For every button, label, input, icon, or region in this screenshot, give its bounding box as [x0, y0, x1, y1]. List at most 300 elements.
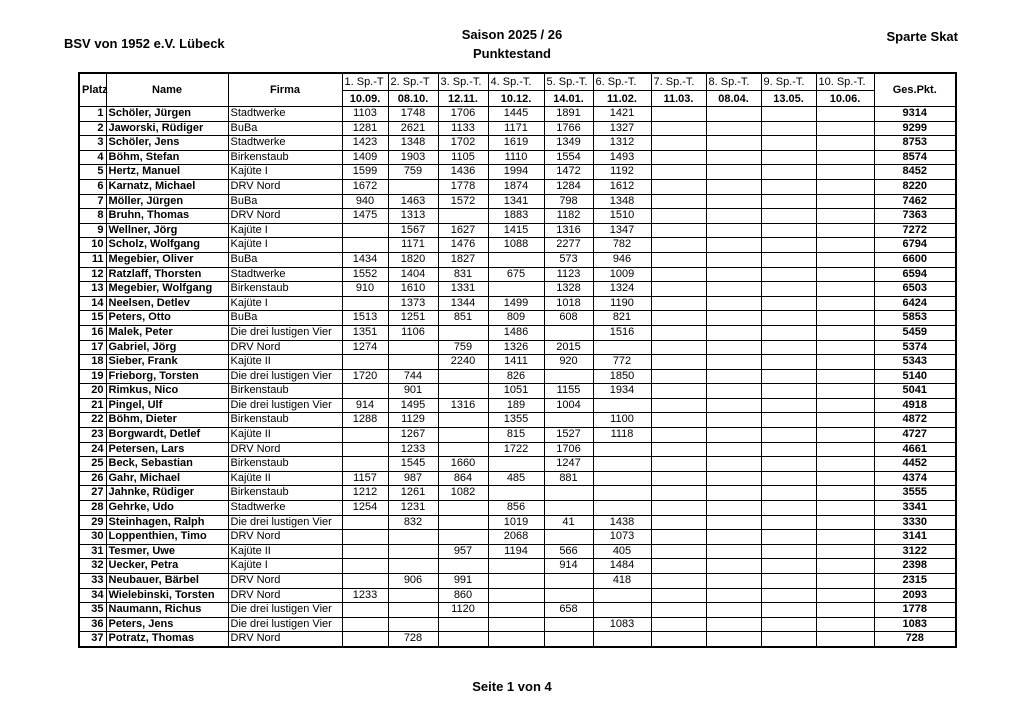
score-cell-round-7 [651, 588, 706, 603]
score-cell-round-5: 566 [544, 544, 593, 559]
rank-cell: 16 [79, 325, 106, 340]
score-cell-round-3 [438, 413, 488, 428]
player-name-cell: Schöler, Jürgen [106, 107, 228, 122]
score-cell-round-8 [706, 617, 761, 632]
score-cell-round-10 [816, 136, 874, 151]
firma-cell: Birkenstaub [228, 150, 342, 165]
score-cell-round-10 [816, 530, 874, 545]
score-cell-round-7 [651, 282, 706, 297]
score-cell-round-7 [651, 632, 706, 647]
firma-cell: DRV Nord [228, 209, 342, 224]
score-cell-round-8 [706, 544, 761, 559]
score-cell-round-4: 1411 [488, 355, 544, 370]
player-name-cell: Gabriel, Jörg [106, 340, 228, 355]
score-cell-round-9 [761, 121, 816, 136]
page-footer: Seite 1 von 4 [472, 679, 552, 694]
score-cell-round-4: 1486 [488, 325, 544, 340]
score-cell-round-10 [816, 428, 874, 443]
score-cell-round-9 [761, 559, 816, 574]
player-name-cell: Pingel, Ulf [106, 398, 228, 413]
score-cell-round-1: 1720 [342, 369, 388, 384]
score-cell-round-10 [816, 442, 874, 457]
col-header-date-10: 10.06. [816, 91, 874, 107]
player-name-cell: Karnatz, Michael [106, 179, 228, 194]
score-cell-round-1: 1103 [342, 107, 388, 122]
score-cell-round-8 [706, 384, 761, 399]
player-name-cell: Jaworski, Rüdiger [106, 121, 228, 136]
col-header-date-1: 10.09. [342, 91, 388, 107]
document-title [0, 25, 1024, 63]
score-cell-round-3: 1627 [438, 223, 488, 238]
score-cell-round-5 [544, 588, 593, 603]
score-cell-round-4: 1110 [488, 150, 544, 165]
score-cell-round-9 [761, 194, 816, 209]
table-row [79, 223, 956, 238]
score-cell-round-9 [761, 209, 816, 224]
score-cell-round-10 [816, 413, 874, 428]
score-cell-round-9 [761, 136, 816, 151]
rank-cell: 27 [79, 486, 106, 501]
score-cell-round-6: 1484 [593, 559, 651, 574]
rank-cell: 3 [79, 136, 106, 151]
score-cell-round-10 [816, 355, 874, 370]
score-cell-round-5: 1554 [544, 150, 593, 165]
score-cell-round-6 [593, 442, 651, 457]
total-points-cell: 5853 [874, 311, 956, 326]
player-name-cell: Wielebinski, Torsten [106, 588, 228, 603]
score-cell-round-5: 1766 [544, 121, 593, 136]
score-cell-round-3 [438, 369, 488, 384]
rank-cell: 31 [79, 544, 106, 559]
score-cell-round-7 [651, 457, 706, 472]
score-cell-round-10 [816, 179, 874, 194]
table-row [79, 530, 956, 545]
score-cell-round-9 [761, 457, 816, 472]
table-row [79, 471, 956, 486]
score-cell-round-4 [488, 588, 544, 603]
score-cell-round-1 [342, 384, 388, 399]
score-cell-round-8 [706, 471, 761, 486]
score-cell-round-10 [816, 165, 874, 180]
col-header-date-7: 11.03. [651, 91, 706, 107]
firma-cell: Stadtwerke [228, 267, 342, 282]
score-cell-round-8 [706, 107, 761, 122]
score-cell-round-2: 1171 [388, 238, 438, 253]
score-cell-round-3 [438, 559, 488, 574]
firma-cell: Birkenstaub [228, 282, 342, 297]
score-cell-round-4 [488, 252, 544, 267]
table-row [79, 384, 956, 399]
score-cell-round-1: 914 [342, 398, 388, 413]
player-name-cell: Hertz, Manuel [106, 165, 228, 180]
score-cell-round-3: 1660 [438, 457, 488, 472]
total-points-cell: 4452 [874, 457, 956, 472]
score-cell-round-2: 1373 [388, 296, 438, 311]
table-row [79, 179, 956, 194]
score-cell-round-2 [388, 544, 438, 559]
table-row [79, 632, 956, 647]
score-cell-round-5 [544, 530, 593, 545]
score-cell-round-6: 1327 [593, 121, 651, 136]
score-cell-round-2: 906 [388, 574, 438, 589]
player-name-cell: Megebier, Oliver [106, 252, 228, 267]
score-cell-round-2: 1463 [388, 194, 438, 209]
score-cell-round-6: 1347 [593, 223, 651, 238]
score-cell-round-6 [593, 398, 651, 413]
score-cell-round-9 [761, 296, 816, 311]
rank-cell: 32 [79, 559, 106, 574]
score-cell-round-3 [438, 617, 488, 632]
score-cell-round-7 [651, 252, 706, 267]
score-cell-round-5: 1182 [544, 209, 593, 224]
score-cell-round-8 [706, 165, 761, 180]
score-cell-round-3: 1316 [438, 398, 488, 413]
score-cell-round-5: 914 [544, 559, 593, 574]
firma-cell: DRV Nord [228, 530, 342, 545]
table-row [79, 165, 956, 180]
subtitle: Punktestand [472, 46, 551, 61]
score-cell-round-3 [438, 530, 488, 545]
rank-cell: 8 [79, 209, 106, 224]
score-cell-round-1: 1672 [342, 179, 388, 194]
score-cell-round-9 [761, 355, 816, 370]
score-cell-round-3 [438, 209, 488, 224]
score-cell-round-1 [342, 442, 388, 457]
score-cell-round-10 [816, 296, 874, 311]
score-cell-round-6: 1118 [593, 428, 651, 443]
table-row [79, 209, 956, 224]
score-cell-round-6 [593, 588, 651, 603]
firma-cell: Birkenstaub [228, 457, 342, 472]
score-cell-round-3: 851 [438, 311, 488, 326]
table-row [79, 515, 956, 530]
score-cell-round-7 [651, 194, 706, 209]
firma-cell: BuBa [228, 311, 342, 326]
player-name-cell: Petersen, Lars [106, 442, 228, 457]
rank-cell: 22 [79, 413, 106, 428]
total-points-cell: 8452 [874, 165, 956, 180]
rank-cell: 13 [79, 282, 106, 297]
score-cell-round-9 [761, 311, 816, 326]
table-row [79, 136, 956, 151]
total-points-cell: 3330 [874, 515, 956, 530]
score-cell-round-3: 759 [438, 340, 488, 355]
table-row [79, 398, 956, 413]
player-name-cell: Scholz, Wolfgang [106, 238, 228, 253]
col-header-platz: Platz [79, 73, 106, 107]
score-cell-round-8 [706, 515, 761, 530]
score-cell-round-6 [593, 340, 651, 355]
score-cell-round-2: 832 [388, 515, 438, 530]
rank-cell: 5 [79, 165, 106, 180]
score-cell-round-9 [761, 165, 816, 180]
player-name-cell: Ratzlaff, Thorsten [106, 267, 228, 282]
score-cell-round-4: 815 [488, 428, 544, 443]
col-header-date-2: 08.10. [388, 91, 438, 107]
score-cell-round-4: 1194 [488, 544, 544, 559]
score-cell-round-2: 1404 [388, 267, 438, 282]
player-name-cell: Steinhagen, Ralph [106, 515, 228, 530]
total-points-cell: 5041 [874, 384, 956, 399]
score-cell-round-7 [651, 165, 706, 180]
player-name-cell: Peters, Otto [106, 311, 228, 326]
score-cell-round-10 [816, 209, 874, 224]
firma-cell: Birkenstaub [228, 486, 342, 501]
table-row [79, 617, 956, 632]
score-cell-round-2: 1903 [388, 150, 438, 165]
score-cell-round-6: 1612 [593, 179, 651, 194]
score-cell-round-1: 1423 [342, 136, 388, 151]
score-cell-round-2 [388, 559, 438, 574]
score-cell-round-1: 1513 [342, 311, 388, 326]
rank-cell: 10 [79, 238, 106, 253]
rank-cell: 15 [79, 311, 106, 326]
score-cell-round-5: 1349 [544, 136, 593, 151]
score-cell-round-5: 1328 [544, 282, 593, 297]
player-name-cell: Malek, Peter [106, 325, 228, 340]
points-table [78, 72, 957, 648]
score-cell-round-10 [816, 194, 874, 209]
rank-cell: 4 [79, 150, 106, 165]
score-cell-round-4: 485 [488, 471, 544, 486]
score-cell-round-10 [816, 121, 874, 136]
score-cell-round-6: 946 [593, 252, 651, 267]
score-cell-round-2: 1820 [388, 252, 438, 267]
score-cell-round-5: 1891 [544, 107, 593, 122]
score-cell-round-4: 1051 [488, 384, 544, 399]
score-cell-round-5: 658 [544, 603, 593, 618]
score-cell-round-4: 1994 [488, 165, 544, 180]
score-cell-round-2: 1129 [388, 413, 438, 428]
score-cell-round-2 [388, 179, 438, 194]
score-cell-round-10 [816, 325, 874, 340]
score-cell-round-10 [816, 252, 874, 267]
score-cell-round-7 [651, 238, 706, 253]
score-cell-round-10 [816, 340, 874, 355]
score-cell-round-5 [544, 369, 593, 384]
score-cell-round-8 [706, 340, 761, 355]
col-header-date-3: 12.11. [438, 91, 488, 107]
score-cell-round-7 [651, 617, 706, 632]
score-cell-round-6 [593, 501, 651, 516]
total-points-cell: 3341 [874, 501, 956, 516]
score-cell-round-6: 1190 [593, 296, 651, 311]
table-row [79, 311, 956, 326]
score-cell-round-5 [544, 617, 593, 632]
score-cell-round-4: 1415 [488, 223, 544, 238]
score-cell-round-6 [593, 457, 651, 472]
score-cell-round-1 [342, 632, 388, 647]
total-points-cell: 6794 [874, 238, 956, 253]
score-cell-round-5 [544, 325, 593, 340]
total-points-cell: 5459 [874, 325, 956, 340]
score-cell-round-9 [761, 252, 816, 267]
player-name-cell: Megebier, Wolfgang [106, 282, 228, 297]
score-cell-round-7 [651, 559, 706, 574]
total-points-cell: 5374 [874, 340, 956, 355]
score-cell-round-2 [388, 603, 438, 618]
total-points-cell: 7272 [874, 223, 956, 238]
score-cell-round-7 [651, 530, 706, 545]
firma-cell: Die drei lustigen Vier [228, 325, 342, 340]
score-cell-round-2 [388, 588, 438, 603]
score-cell-round-10 [816, 384, 874, 399]
score-cell-round-9 [761, 544, 816, 559]
score-cell-round-2 [388, 355, 438, 370]
score-cell-round-1 [342, 238, 388, 253]
score-cell-round-4 [488, 457, 544, 472]
score-cell-round-2: 1610 [388, 282, 438, 297]
score-cell-round-4: 1088 [488, 238, 544, 253]
score-cell-round-9 [761, 471, 816, 486]
score-cell-round-8 [706, 501, 761, 516]
col-header-round-2: 2. Sp.-T [388, 73, 438, 91]
score-cell-round-2: 1495 [388, 398, 438, 413]
score-cell-round-8 [706, 311, 761, 326]
rank-cell: 23 [79, 428, 106, 443]
score-cell-round-9 [761, 238, 816, 253]
rank-cell: 35 [79, 603, 106, 618]
score-cell-round-1 [342, 574, 388, 589]
score-cell-round-2: 1348 [388, 136, 438, 151]
score-cell-round-7 [651, 267, 706, 282]
player-name-cell: Wellner, Jörg [106, 223, 228, 238]
rank-cell: 29 [79, 515, 106, 530]
player-name-cell: Neubauer, Bärbel [106, 574, 228, 589]
score-cell-round-6: 772 [593, 355, 651, 370]
score-cell-round-1: 1351 [342, 325, 388, 340]
score-cell-round-10 [816, 603, 874, 618]
score-cell-round-10 [816, 282, 874, 297]
firma-cell: Birkenstaub [228, 384, 342, 399]
col-header-date-5: 14.01. [544, 91, 593, 107]
table-row [79, 340, 956, 355]
score-cell-round-4: 1619 [488, 136, 544, 151]
table-row [79, 282, 956, 297]
score-cell-round-4: 1883 [488, 209, 544, 224]
score-cell-round-10 [816, 617, 874, 632]
score-cell-round-7 [651, 107, 706, 122]
score-cell-round-7 [651, 428, 706, 443]
score-cell-round-2: 1261 [388, 486, 438, 501]
firma-cell: DRV Nord [228, 340, 342, 355]
score-cell-round-10 [816, 544, 874, 559]
score-cell-round-10 [816, 588, 874, 603]
score-cell-round-5 [544, 486, 593, 501]
firma-cell: DRV Nord [228, 588, 342, 603]
total-points-cell: 8574 [874, 150, 956, 165]
score-cell-round-5: 881 [544, 471, 593, 486]
score-cell-round-9 [761, 486, 816, 501]
score-cell-round-6: 1510 [593, 209, 651, 224]
score-cell-round-7 [651, 486, 706, 501]
score-cell-round-3: 860 [438, 588, 488, 603]
score-cell-round-9 [761, 501, 816, 516]
score-cell-round-5 [544, 632, 593, 647]
score-cell-round-8 [706, 398, 761, 413]
score-cell-round-4: 2068 [488, 530, 544, 545]
score-cell-round-5: 798 [544, 194, 593, 209]
firma-cell: Stadtwerke [228, 501, 342, 516]
score-cell-round-4: 856 [488, 501, 544, 516]
score-cell-round-3: 1344 [438, 296, 488, 311]
rank-cell: 34 [79, 588, 106, 603]
firma-cell: Kajüte II [228, 428, 342, 443]
score-cell-round-3: 1082 [438, 486, 488, 501]
score-cell-round-6: 1850 [593, 369, 651, 384]
score-cell-round-4 [488, 617, 544, 632]
score-cell-round-8 [706, 194, 761, 209]
col-header-round-3: 3. Sp.-T. [438, 73, 488, 91]
score-cell-round-6 [593, 486, 651, 501]
season-title: Saison 2025 / 26 [461, 27, 563, 42]
total-points-cell: 2398 [874, 559, 956, 574]
score-cell-round-5: 1247 [544, 457, 593, 472]
score-cell-round-3 [438, 501, 488, 516]
score-cell-round-6: 1516 [593, 325, 651, 340]
score-cell-round-7 [651, 515, 706, 530]
score-cell-round-1 [342, 559, 388, 574]
rank-cell: 24 [79, 442, 106, 457]
col-header-total: Ges.Pkt. [874, 73, 956, 107]
score-cell-round-3 [438, 428, 488, 443]
score-cell-round-4: 809 [488, 311, 544, 326]
score-cell-round-7 [651, 603, 706, 618]
score-cell-round-10 [816, 150, 874, 165]
score-cell-round-8 [706, 428, 761, 443]
score-cell-round-3: 1702 [438, 136, 488, 151]
score-cell-round-10 [816, 515, 874, 530]
total-points-cell: 8220 [874, 179, 956, 194]
score-cell-round-5 [544, 413, 593, 428]
score-cell-round-8 [706, 267, 761, 282]
firma-cell: Kajüte II [228, 471, 342, 486]
table-row [79, 238, 956, 253]
score-cell-round-8 [706, 296, 761, 311]
col-header-name: Name [106, 73, 228, 107]
score-cell-round-2: 1233 [388, 442, 438, 457]
score-cell-round-3 [438, 384, 488, 399]
table-row [79, 413, 956, 428]
table-row [79, 442, 956, 457]
table-row [79, 369, 956, 384]
score-cell-round-5 [544, 501, 593, 516]
score-cell-round-9 [761, 223, 816, 238]
firma-cell: DRV Nord [228, 179, 342, 194]
table-row [79, 325, 956, 340]
score-cell-round-2: 901 [388, 384, 438, 399]
score-cell-round-7 [651, 355, 706, 370]
score-cell-round-1: 1434 [342, 252, 388, 267]
score-cell-round-7 [651, 325, 706, 340]
score-cell-round-7 [651, 369, 706, 384]
total-points-cell: 6424 [874, 296, 956, 311]
score-cell-round-1 [342, 296, 388, 311]
score-cell-round-9 [761, 179, 816, 194]
section-title: Sparte Skat [886, 29, 958, 44]
score-cell-round-6: 418 [593, 574, 651, 589]
score-cell-round-5: 1123 [544, 267, 593, 282]
player-name-cell: Jahnke, Rüdiger [106, 486, 228, 501]
score-cell-round-7 [651, 544, 706, 559]
rank-cell: 19 [79, 369, 106, 384]
score-cell-round-3 [438, 515, 488, 530]
score-cell-round-3: 1572 [438, 194, 488, 209]
score-cell-round-5: 1155 [544, 384, 593, 399]
table-body [79, 107, 956, 647]
score-cell-round-9 [761, 325, 816, 340]
score-cell-round-5: 41 [544, 515, 593, 530]
